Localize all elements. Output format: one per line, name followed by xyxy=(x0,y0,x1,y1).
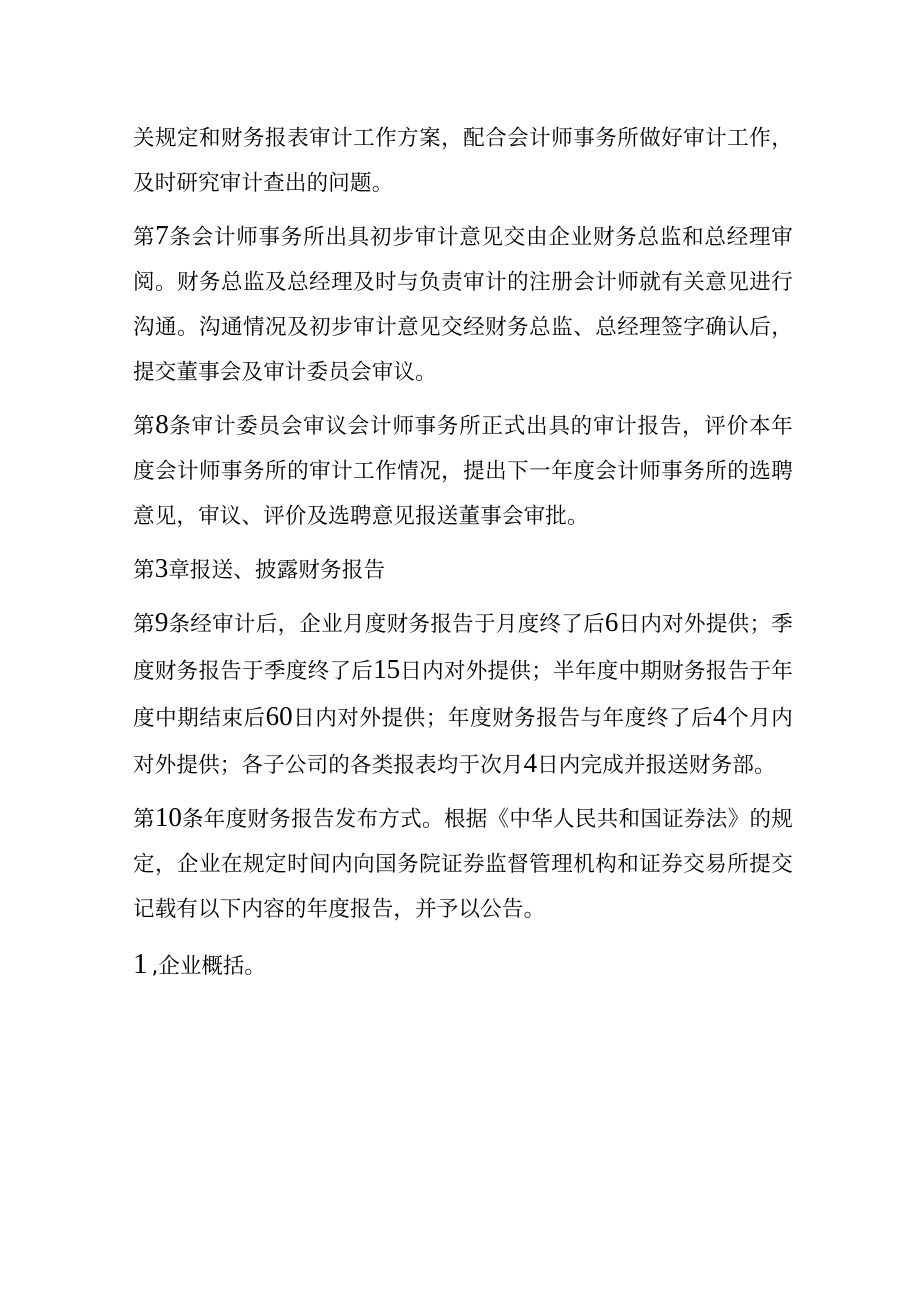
chapter-3-heading xyxy=(133,546,793,593)
chapter-title: 章报送、披露财务报告 xyxy=(168,558,386,583)
chapter-prefix: 第 xyxy=(133,558,155,583)
article-7 xyxy=(133,213,793,395)
article-text: 日内完成并报送财务部。 xyxy=(537,753,776,778)
article-prefix: 第 xyxy=(133,225,156,250)
article-prefix: 第 xyxy=(133,612,155,637)
list-item-1 xyxy=(133,942,793,989)
article-text: 条审计委员会审议会计师事务所正式出具的审计报告，评价本年度会计师事务所的审计工作情况，提出下一年度会计师事务所的选聘意见，审议、评价及选聘意见报送董事会审批。 xyxy=(133,414,793,529)
article-prefix: 第 xyxy=(133,414,156,439)
article-number: 7 xyxy=(155,220,169,250)
article-prefix: 第 xyxy=(133,807,155,832)
paragraph-text: 关规定和财务报表审计工作方案，配合会计师事务所做好审计工作，及时研究审计查出的问题。 xyxy=(133,126,793,196)
article-text: 日内对外提供；季度财务报告于季度终了后 xyxy=(133,612,793,684)
article-text: 条年度财务报告发布方式。根据《中华人民共和国证券法》的规定，企业在规定时间内向国务院证券监督管理机构和证券交易所提交记载有以下内容的年度报告，并予以公告。 xyxy=(133,807,793,922)
article-text: 条经审计后，企业月度财务报告于月度终了后 xyxy=(168,612,605,637)
article-number: 9 xyxy=(154,607,169,637)
article-text: 条会计师事务所出具初步审计意见交由企业财务总监和总经理审阅。财务总监及总经理及时与负责审计的注册会计师就有关意见进行沟通。沟通情况及初步审计意见交经财务总监、总经理签字确认后，提交董事会及审计委员会审议。 xyxy=(133,225,793,385)
article-number: 10 xyxy=(154,802,182,832)
day-count: 60 xyxy=(265,701,293,731)
day-count: 6 xyxy=(604,607,619,637)
article-number: 8 xyxy=(155,409,169,439)
day-count: 4 xyxy=(523,748,538,778)
article-text: 日内对外提供；年度财务报告与年度终了后 xyxy=(292,706,714,731)
chapter-number: 3 xyxy=(154,553,169,583)
article-text: 个月内对外提供；各子公司的各类报表均于次月 xyxy=(133,706,794,778)
month-count: 4 xyxy=(713,701,727,731)
list-item-text: ,企业概括。 xyxy=(151,954,266,979)
article-text: 日内对外提供；半年度中期财务报告于年度中期结束后 xyxy=(133,659,794,731)
article-8 xyxy=(133,402,793,539)
day-count: 15 xyxy=(373,654,401,684)
article-10 xyxy=(133,795,793,932)
article-9 xyxy=(133,600,793,788)
paragraph-continuation xyxy=(133,116,793,206)
list-item-number: 1 xyxy=(133,948,148,980)
document-body xyxy=(133,116,793,1011)
